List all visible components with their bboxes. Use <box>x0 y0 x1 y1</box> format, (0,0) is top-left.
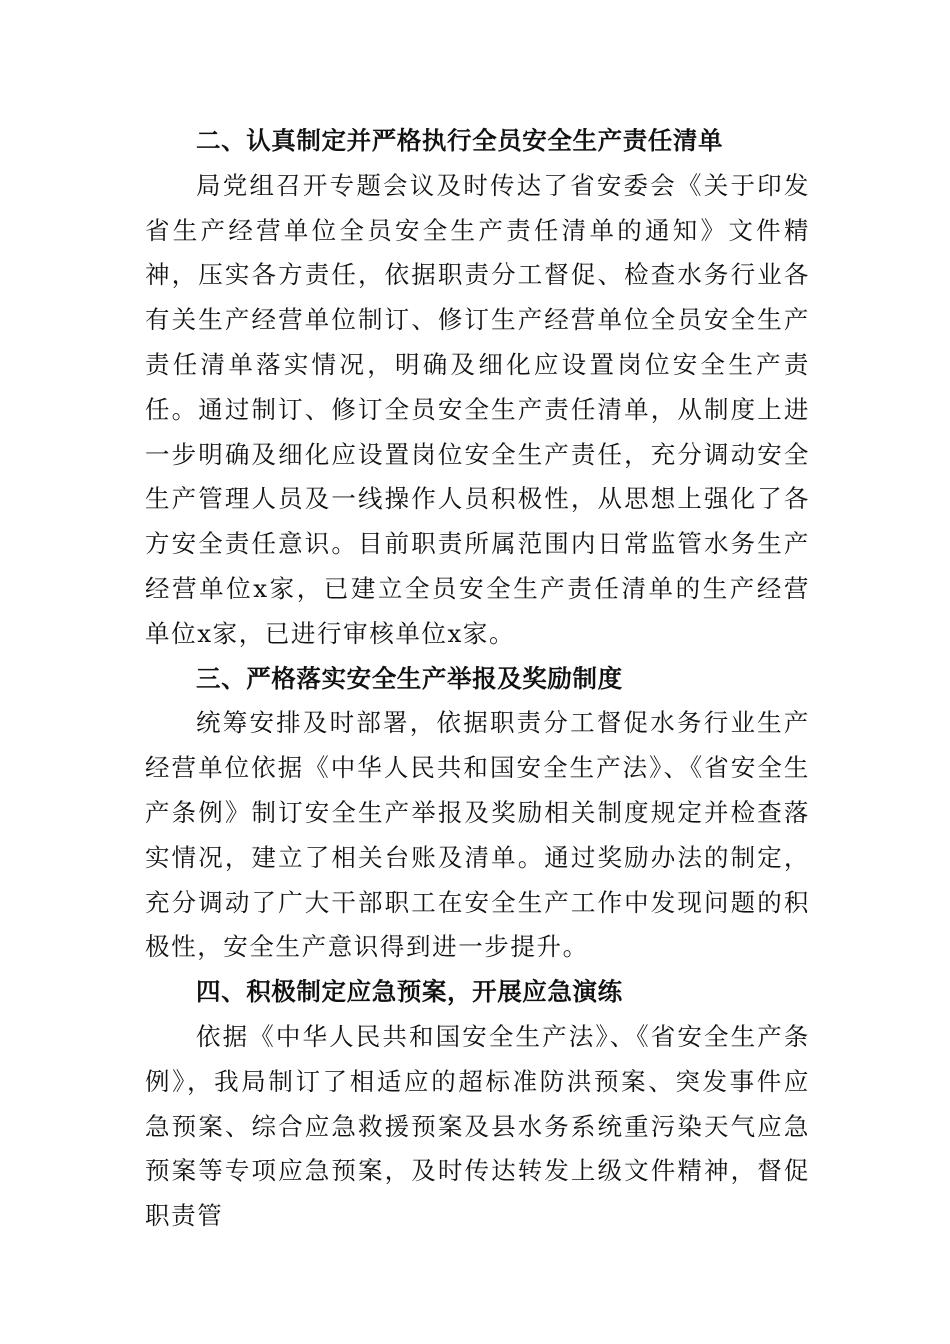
section-emergency-plans <box>145 970 810 1239</box>
section-responsibility-list <box>145 119 810 657</box>
section-paragraph: 统筹安排及时部署，依据职责分工督促水务行业生产经营单位依据《中华人民共和国安全生产法》、《省安全生产条例》制订安全生产举报及奖励相关制度规定并检查落实情况，建立了相关台账及清单。通过奖励办法的制定，充分调动了广大干部职工在安全生产工作中发现问题的积极性，安全生产意识得到进一步提升。 <box>145 708 810 962</box>
section-heading: 三、严格落实安全生产举报及奖励制度 <box>196 663 623 693</box>
document-body <box>145 119 810 1239</box>
section-paragraph: 依据《中华人民共和国安全生产法》、《省安全生产条例》，我局制订了相适应的超标准防洪预案、突发事件应急预案、综合应急救援预案及县水务系统重污染天气应急预案等专项应急预案，及时传达转发上级文件精神，督促职责管 <box>145 1021 810 1231</box>
section-paragraph: 局党组召开专题会议及时传达了省安委会《关于印发省生产经营单位全员安全生产责任清单的通知》文件精神，压实各方责任，依据职责分工督促、检查水务行业各有关生产经营单位制订、修订生产经营单位全员安全生产责任清单落实情况，明确及细化应设置岗位安全生产责任。通过制订、修订全员安全生产责任清单，从制度上进一步明确及细化应设置岗位安全生产责任，充分调动安全生产管理人员及一线操作人员积极性，从思想上强化了各方安全责任意识。目前职责所属范围内日常监管水务生产经营单位x家，已建立全员安全生产责任清单的生产经营单位x家，已进行审核单位x家。 <box>145 170 810 648</box>
section-heading: 四、积极制定应急预案，开展应急演练 <box>196 977 623 1007</box>
section-reporting-rewards <box>145 657 810 971</box>
section-heading: 二、认真制定并严格执行全员安全生产责任清单 <box>196 126 724 155</box>
